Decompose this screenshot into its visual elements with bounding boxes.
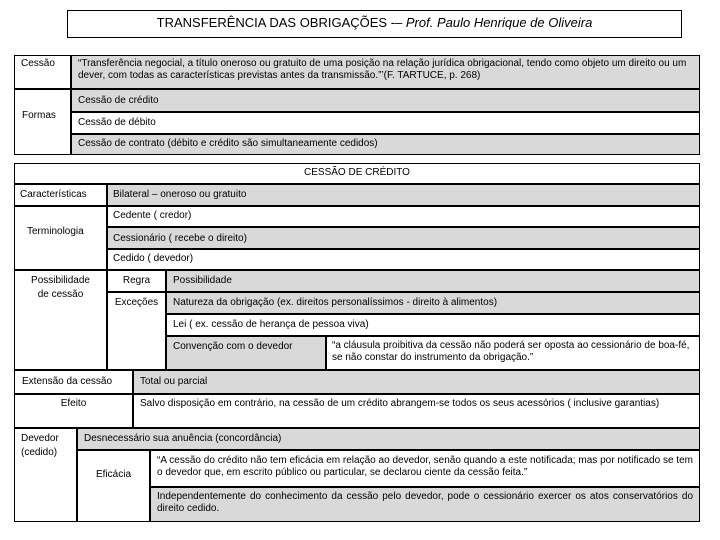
eficacia-quote: “A cessão do crédito não tem eficácia em relação ao devedor, senão quando a este notificada; mas por notificado se tem o devedor que, em escrito público ou particular, se declarou ciente da cessão feita.” <box>157 455 693 478</box>
title-main: TRANSFERÊNCIA DAS OBRIGAÇÕES -– <box>156 15 406 30</box>
extensao-value-cell <box>133 370 700 394</box>
title-author: Prof. Paulo Henrique de Oliveira <box>405 15 593 30</box>
terminologia-cedente-cell <box>107 206 700 227</box>
formas-item-1-cell <box>71 89 700 112</box>
terminologia-cedente: Cedente ( credor) <box>113 210 192 221</box>
caracteristicas-label: Características <box>20 189 87 200</box>
eficacia-label-cell <box>77 450 150 522</box>
terminologia-cedido: Cedido ( devedor) <box>113 253 194 264</box>
excecoes-label: Exceções <box>114 297 159 308</box>
efeito-value: Salvo disposição em contrário, na cessão de um crédito abrangem-se todos os seus acessórios ( inclusive garantias) <box>140 398 660 409</box>
excecoes-convencao: Convenção com o devedor <box>173 341 293 352</box>
eficacia-label: Eficácia <box>95 469 131 480</box>
devedor-label-line-2: (cedido) <box>21 447 58 458</box>
formas-label-cell <box>14 89 71 155</box>
formas-label: Formas <box>22 110 56 121</box>
possibilidade-label-line-2: de cessão <box>37 289 84 300</box>
devedor-value: Desnecessário sua anuência (concordância) <box>84 433 282 444</box>
formas-item-3: Cessão de contrato (débito e crédito são simultaneamente cedidos) <box>78 138 378 149</box>
excecoes-lei: Lei ( ex. cessão de herança de pessoa viva) <box>173 319 369 330</box>
terminologia-label: Terminologia <box>27 226 84 237</box>
regra-value: Possibilidade <box>173 275 232 286</box>
terminologia-cedido-cell <box>107 249 700 270</box>
cessao-credito-heading: CESSÃO DE CRÉDITO <box>304 167 410 178</box>
terminologia-label-cell <box>14 206 107 270</box>
convencao-quote: “a cláusula proibitiva da cessão não poderá ser oposta ao cessionário de boa-fé, se não constar do instrumento da obrigação.” <box>332 340 690 363</box>
efeito-label: Efeito <box>60 398 87 409</box>
formas-item-2: Cessão de débito <box>78 117 156 128</box>
excecoes-natureza: Natureza da obrigação (ex. direitos personalíssimos - direito à alimentos) <box>173 297 498 308</box>
regra-value-cell <box>166 270 700 292</box>
formas-item-2-cell <box>71 112 700 134</box>
formas-item-1: Cessão de crédito <box>78 95 159 106</box>
caracteristicas-value: Bilateral – oneroso ou gratuito <box>113 189 247 200</box>
extensao-value: Total ou parcial <box>140 376 208 387</box>
devedor-label-line-1: Devedor <box>21 433 59 444</box>
page-title <box>67 17 682 29</box>
possibilidade-label-line-1: Possibilidade <box>31 275 90 286</box>
terminologia-cessionario: Cessionário ( recebe o direito) <box>113 233 247 244</box>
cessao-label: Cessão <box>21 58 55 69</box>
eficacia-note: Independentemente do conhecimento da cessão pelo devedor, pode o cessionário exercer os atos conservatórios do direito cedido. <box>157 491 693 514</box>
regra-label: Regra <box>122 275 151 286</box>
cessao-definition: “Transferência negocial, a título oneroso ou gratuito de uma posição na relação jurídica obrigacional, tendo como objeto um direito ou um dever, com todas as características previstas antes da transmissão.”’(F. TARTUCE, p. 268) <box>78 58 687 81</box>
extensao-label: Extensão da cessão <box>22 376 113 387</box>
